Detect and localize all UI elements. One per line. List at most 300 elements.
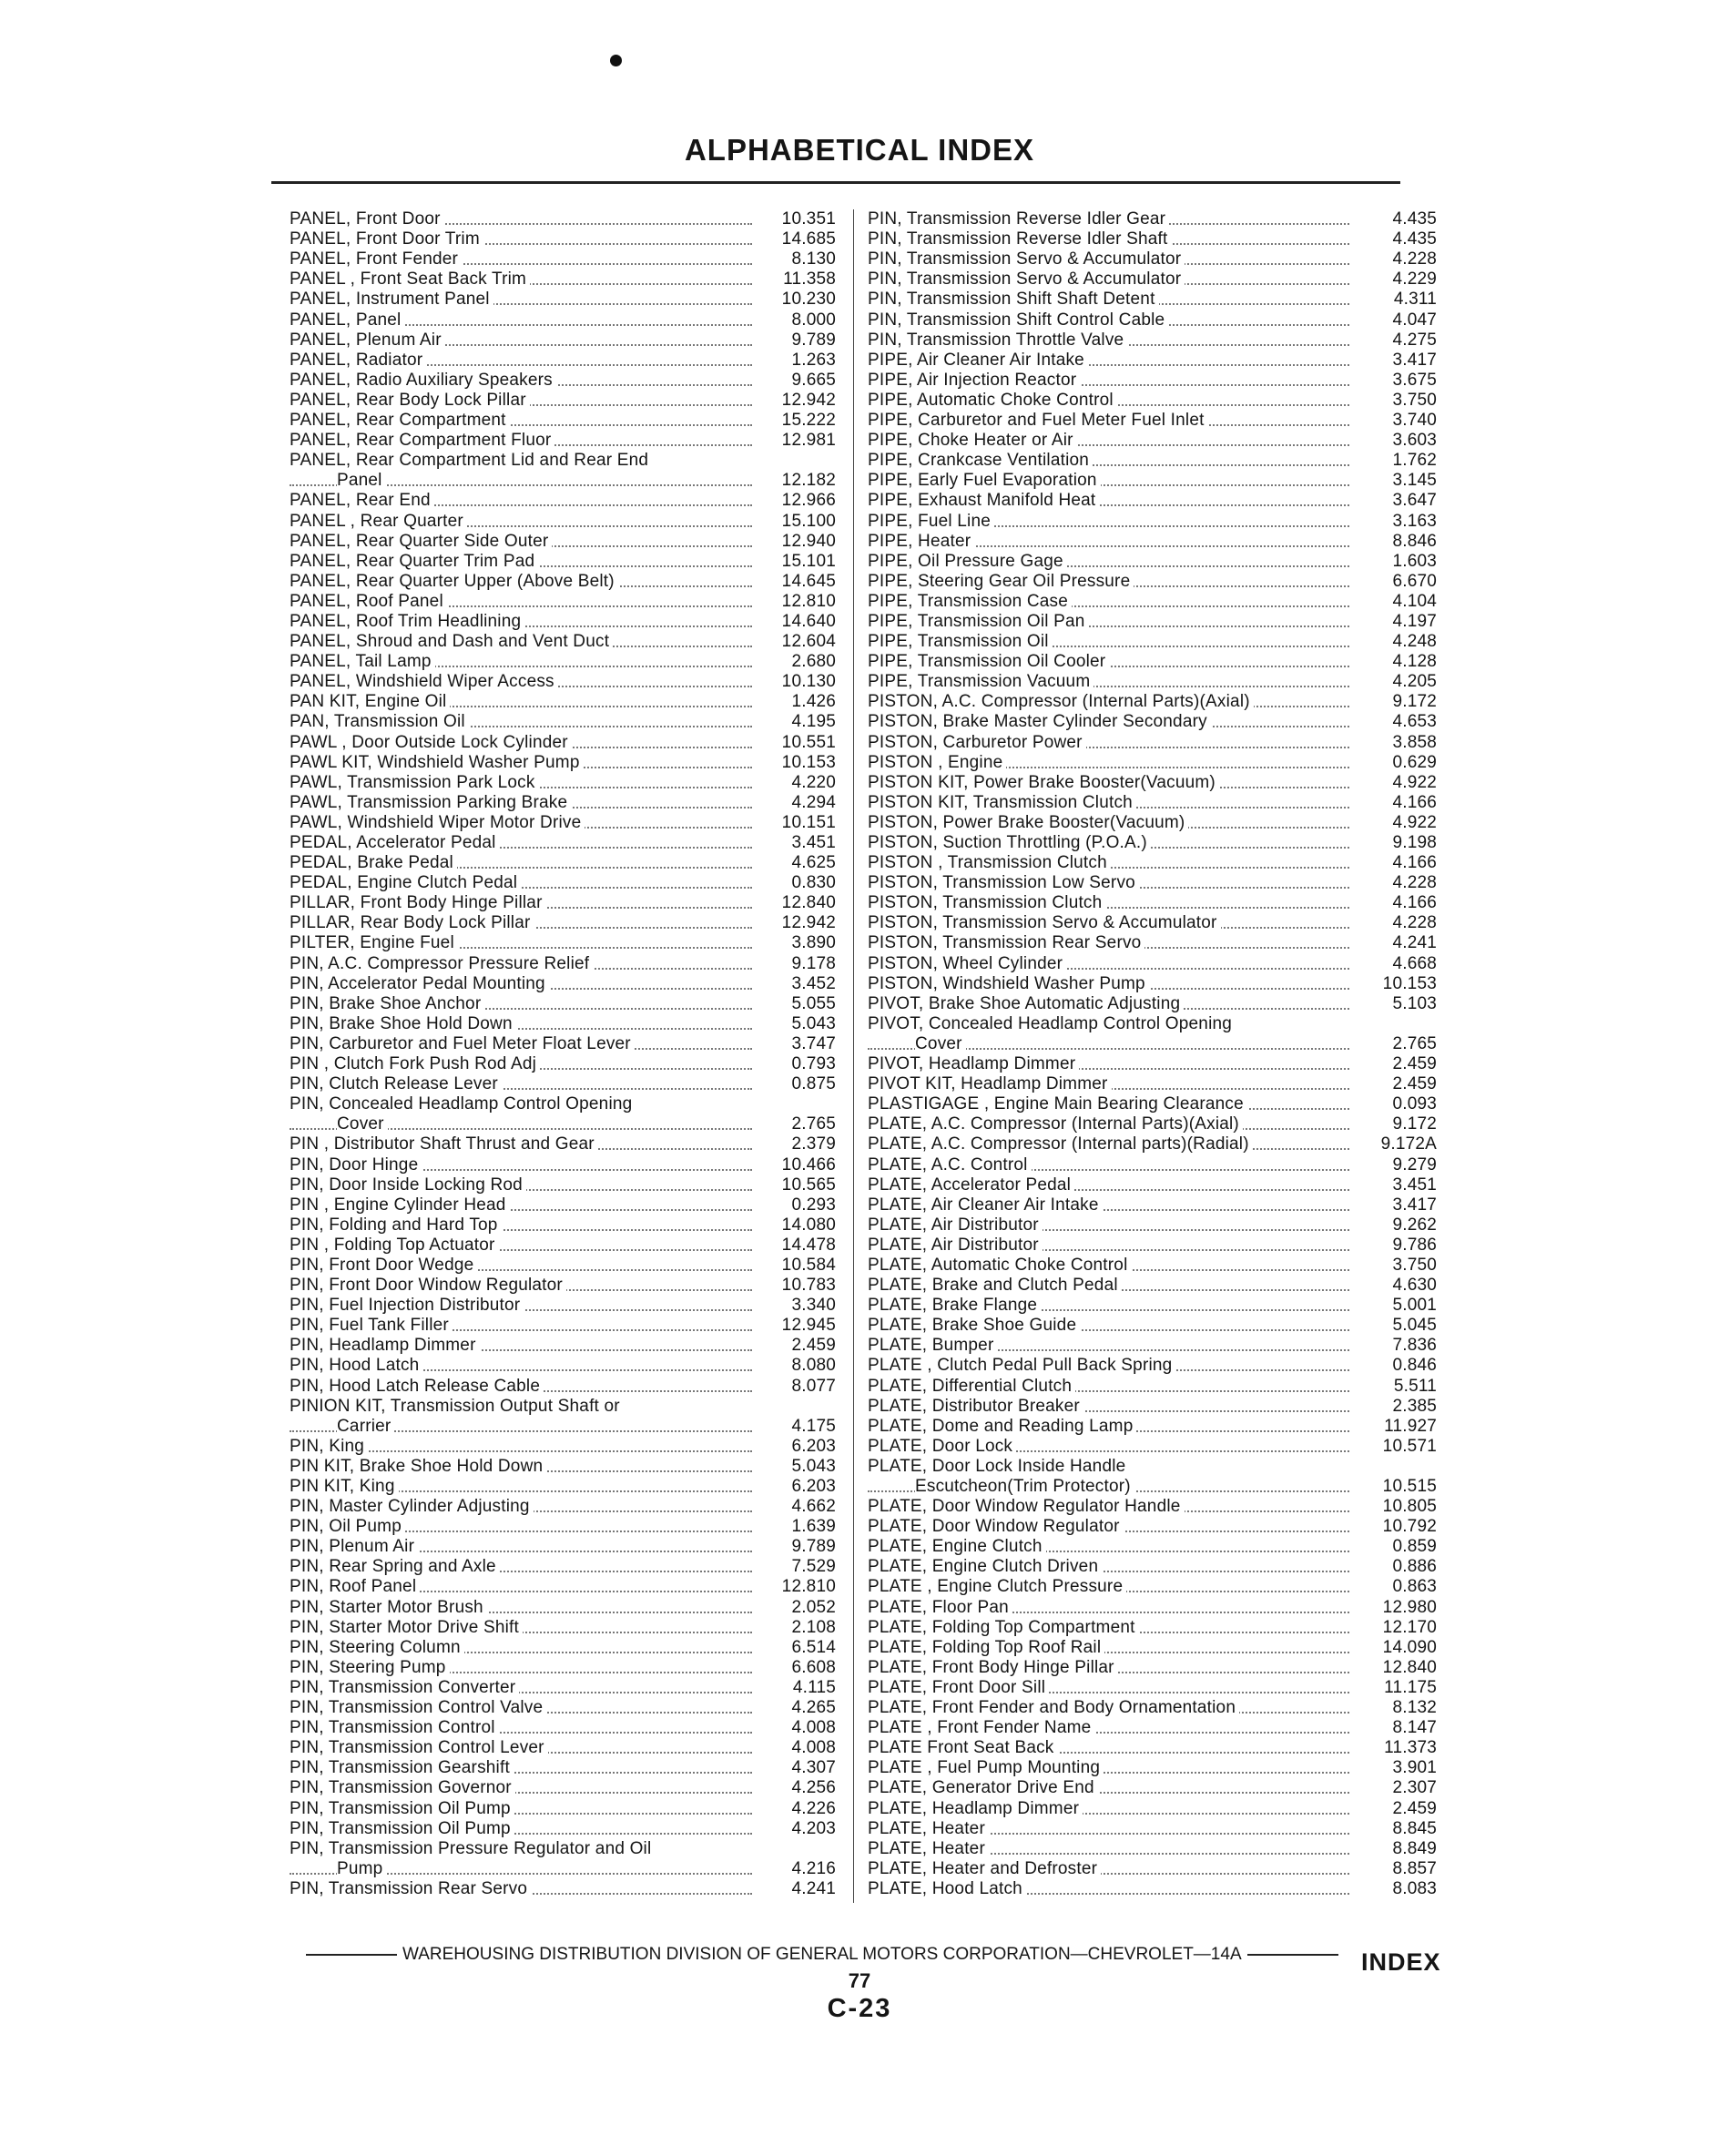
entry-name-text: PLATE, Door Window Regulator Handle — [868, 1497, 1185, 1516]
entry-name-text: PIPE, Transmission Oil — [868, 632, 1053, 651]
entry-name-text: PLATE, Door Lock — [868, 1437, 1016, 1456]
entry-name-text: PLATE , Fuel Pump Mounting — [868, 1758, 1104, 1777]
entry-name — [868, 1738, 1357, 1758]
entry-page-ref: 4.197 — [1392, 611, 1437, 631]
entry-name-text: PIN , Clutch Fork Push Rod Adj — [290, 1054, 540, 1073]
index-entry — [868, 209, 1437, 229]
entry-name — [290, 1557, 759, 1577]
entry-page-ref: 10.515 — [1382, 1477, 1437, 1496]
entry-page-ref: 0.793 — [791, 1054, 836, 1074]
index-entry — [868, 1154, 1437, 1175]
index-entry — [868, 1758, 1437, 1778]
entry-page-ref: 3.417 — [1392, 1195, 1437, 1215]
entry-name — [868, 1457, 1357, 1497]
index-entry — [868, 1296, 1437, 1316]
entry-name — [290, 1738, 759, 1758]
entry-name — [290, 1397, 759, 1437]
entry-page-ref: 0.875 — [791, 1074, 836, 1094]
entry-page-ref: 3.647 — [1392, 491, 1437, 511]
index-entry — [868, 833, 1437, 853]
entry-name-text: PIN, Folding and Hard Top — [290, 1215, 502, 1235]
entry-page-ref: 3.603 — [1392, 431, 1437, 451]
entry-page-ref: 0.629 — [1392, 752, 1437, 772]
entry-name-text: PINION KIT, Transmission Output Shaft or — [290, 1397, 624, 1416]
entry-name-text: PIN, Hood Latch — [290, 1356, 422, 1375]
entry-name-text: PANEL, Rear Quarter Side Outer — [290, 532, 552, 551]
entry-name — [290, 1758, 759, 1778]
entry-page-ref: 0.093 — [1392, 1094, 1437, 1114]
entry-page-ref: 4.653 — [1392, 712, 1437, 732]
entry-name-text: PLATE, Front Door Sill — [868, 1678, 1049, 1697]
entry-name-text: PANEL, Rear Quarter Upper (Above Belt) — [290, 572, 618, 591]
index-entry — [290, 1215, 836, 1236]
entry-name-text: PIN, Oil Pump — [290, 1517, 405, 1536]
entry-page-ref: 5.043 — [791, 1456, 836, 1476]
entry-page-ref: 4.228 — [1392, 249, 1437, 270]
index-entry — [868, 893, 1437, 913]
entry-page-ref: 14.640 — [781, 611, 836, 631]
index-entry — [290, 1718, 836, 1738]
entry-name-text: PIPE, Early Fuel Evaporation — [868, 471, 1101, 490]
entry-name-text: PANEL, Instrument Panel — [290, 290, 493, 309]
index-entry — [868, 310, 1437, 330]
index-entry — [290, 1477, 836, 1497]
entry-name-text: PANEL, Panel — [290, 310, 404, 330]
entry-name — [868, 1014, 1357, 1054]
entry-name — [290, 833, 759, 853]
entry-name — [290, 1718, 759, 1738]
entry-page-ref: 4.294 — [791, 792, 836, 812]
index-entry — [868, 1658, 1437, 1678]
entry-page-ref: 9.786 — [1392, 1235, 1437, 1255]
index-entry — [290, 712, 836, 732]
entry-page-ref: 12.981 — [781, 431, 836, 451]
entry-page-ref: 4.256 — [791, 1778, 836, 1798]
title-rule — [271, 181, 1400, 184]
entry-page-ref: 8.130 — [791, 249, 836, 270]
entry-name-text: PIPE, Carburetor and Fuel Meter Fuel Inlet — [868, 411, 1208, 430]
entry-name-text: PIN, Accelerator Pedal Mounting — [290, 974, 549, 993]
entry-name-text: PIN, Transmission Governor — [290, 1778, 515, 1797]
entry-name — [868, 1276, 1357, 1296]
entry-name-text: PLATE, Heater and Defroster — [868, 1859, 1101, 1878]
entry-name — [290, 1778, 759, 1798]
index-entry — [290, 1316, 836, 1336]
entry-name-text: PIN, Master Cylinder Adjusting — [290, 1497, 534, 1516]
index-entry — [290, 249, 836, 270]
entry-page-ref: 10.230 — [781, 290, 836, 310]
entry-name — [290, 1377, 759, 1397]
entry-page-ref: 4.248 — [1392, 632, 1437, 652]
entry-name-text: PIN, Rear Spring and Axle — [290, 1557, 500, 1576]
index-entry — [290, 893, 836, 913]
index-entry — [868, 1457, 1437, 1497]
entry-page-ref: 4.175 — [791, 1416, 836, 1436]
entry-name-continuation: Cover — [337, 1114, 388, 1134]
entry-page-ref: 9.789 — [791, 1537, 836, 1557]
entry-name-text: PLATE, Front Body Hinge Pillar — [868, 1658, 1118, 1677]
entry-name-continuation: Cover — [915, 1034, 966, 1053]
entry-name-text: PLATE, Door Lock Inside Handle — [868, 1457, 1129, 1476]
entry-page-ref: 4.241 — [1392, 933, 1437, 953]
entry-page-ref: 8.845 — [1392, 1818, 1437, 1838]
entry-name — [868, 351, 1357, 371]
entry-name — [868, 853, 1357, 873]
entry-page-ref: 3.750 — [1392, 390, 1437, 410]
index-entry — [290, 612, 836, 632]
entry-name-text: PANEL, Roof Panel — [290, 592, 447, 611]
index-entry — [868, 1638, 1437, 1658]
entry-name-text: PIPE, Choke Heater or Air — [868, 431, 1077, 450]
entry-name — [868, 753, 1357, 773]
entry-name-text: PIN, Front Door Window Regulator — [290, 1276, 566, 1295]
entry-name-text: PIN, Transmission Oil Pump — [290, 1819, 514, 1838]
index-entry — [868, 391, 1437, 411]
entry-page-ref: 8.857 — [1392, 1858, 1437, 1878]
entry-name — [868, 793, 1357, 813]
index-entry — [868, 1316, 1437, 1336]
entry-page-ref: 10.551 — [781, 732, 836, 752]
entry-page-ref: 4.128 — [1392, 652, 1437, 672]
entry-name-text: PIPE, Transmission Vacuum — [868, 672, 1093, 691]
entry-page-ref: 10.565 — [781, 1175, 836, 1195]
entry-page-ref: 4.166 — [1392, 853, 1437, 873]
entry-page-ref: 0.830 — [791, 873, 836, 893]
entry-name-text: PAWL, Transmission Parking Brake — [290, 793, 571, 812]
entry-name-text: PLATE , Engine Clutch Pressure — [868, 1577, 1126, 1596]
entry-name — [290, 753, 759, 773]
entry-name — [290, 994, 759, 1014]
index-entry — [290, 532, 836, 552]
entry-page-ref: 14.645 — [781, 571, 836, 591]
entry-name — [868, 1517, 1357, 1537]
entry-page-ref: 12.940 — [781, 531, 836, 551]
index-entry — [868, 351, 1437, 371]
entry-page-ref: 4.922 — [1392, 772, 1437, 792]
entry-name — [290, 1336, 759, 1356]
entry-name — [868, 712, 1357, 732]
entry-name — [868, 532, 1357, 552]
entry-name — [868, 813, 1357, 833]
index-entry — [290, 572, 836, 592]
entry-page-ref: 8.080 — [791, 1356, 836, 1376]
index-entry — [868, 873, 1437, 893]
entry-page-ref: 3.451 — [791, 833, 836, 852]
index-entry — [290, 1134, 836, 1154]
entry-page-ref: 1.762 — [1392, 451, 1437, 471]
index-entry — [290, 672, 836, 692]
entry-name — [290, 1014, 759, 1034]
index-entry — [290, 773, 836, 793]
entry-page-ref: 15.101 — [781, 551, 836, 571]
index-entry — [290, 491, 836, 511]
index-entry — [868, 1718, 1437, 1738]
entry-name — [868, 1698, 1357, 1718]
entry-name — [290, 652, 759, 672]
index-entry — [868, 1114, 1437, 1134]
entry-name-text: PLATE, Headlamp Dimmer — [868, 1799, 1083, 1818]
entry-name — [868, 1417, 1357, 1437]
entry-name-text: PIN, Transmission Shift Control Cable — [868, 310, 1168, 330]
index-entry — [290, 833, 836, 853]
footer-division-line — [300, 1945, 1344, 1965]
entry-name — [868, 229, 1357, 249]
entry-name-text: PISTON KIT, Power Brake Booster(Vacuum) — [868, 773, 1219, 792]
entry-name — [868, 1175, 1357, 1195]
entry-name-text: PANEL, Front Fender — [290, 249, 462, 269]
index-entry — [868, 1778, 1437, 1798]
entry-name-text: PIPE, Fuel Line — [868, 512, 994, 531]
entry-name-text: PIPE, Transmission Oil Cooler — [868, 652, 1109, 671]
entry-name-text: PIVOT, Headlamp Dimmer — [868, 1054, 1079, 1073]
entry-page-ref: 10.466 — [781, 1154, 836, 1175]
index-entry — [868, 1577, 1437, 1597]
entry-name — [868, 1577, 1357, 1597]
index-entry — [290, 1397, 836, 1437]
entry-page-ref: 7.529 — [791, 1557, 836, 1577]
entry-name-text: PIN, Transmission Rear Servo — [290, 1879, 531, 1898]
index-entry — [868, 1537, 1437, 1557]
entry-name — [290, 1638, 759, 1658]
entry-name — [290, 411, 759, 431]
entry-page-ref: 4.307 — [791, 1758, 836, 1778]
entry-name — [868, 1598, 1357, 1618]
entry-page-ref: 12.810 — [781, 1577, 836, 1597]
entry-name — [290, 1256, 759, 1276]
entry-name-text: PIN, Starter Motor Brush — [290, 1598, 487, 1617]
entry-name-text: PIN, King — [290, 1437, 368, 1456]
index-entry — [290, 1597, 836, 1617]
entry-name-text: PANEL, Radio Auxiliary Speakers — [290, 371, 556, 390]
entry-page-ref: 14.090 — [1382, 1637, 1437, 1657]
entry-name-text: PANEL, Rear Compartment — [290, 411, 510, 430]
entry-page-ref: 0.293 — [791, 1195, 836, 1215]
entry-page-ref: 15.222 — [781, 411, 836, 431]
entry-page-ref: 12.170 — [1382, 1617, 1437, 1637]
index-entry — [290, 1638, 836, 1658]
entry-page-ref: 11.175 — [1384, 1677, 1437, 1697]
entry-name — [290, 632, 759, 652]
entry-page-ref: 8.147 — [1392, 1718, 1437, 1738]
entry-name-text: PIN, Steering Column — [290, 1638, 464, 1657]
entry-name — [868, 1336, 1357, 1356]
entry-name-text: PIN , Folding Top Actuator — [290, 1236, 499, 1255]
index-entry — [290, 331, 836, 351]
entry-name — [290, 1537, 759, 1557]
entry-name-text: PAN, Transmission Oil — [290, 712, 469, 731]
entry-name — [868, 1256, 1357, 1276]
entry-name-text: PANEL, Plenum Air — [290, 331, 445, 350]
index-entry — [868, 491, 1437, 511]
index-entry — [290, 451, 836, 491]
entry-name — [290, 692, 759, 712]
index-entry — [868, 1054, 1437, 1074]
entry-page-ref: 7.836 — [1392, 1336, 1437, 1356]
entry-name — [868, 1758, 1357, 1778]
entry-name-text: PLATE, Folding Top Compartment — [868, 1618, 1139, 1637]
entry-name — [290, 1054, 759, 1074]
entry-name-text: PIN, Transmission Reverse Idler Gear — [868, 209, 1169, 229]
index-entry — [290, 1356, 836, 1376]
index-entry — [290, 1497, 836, 1517]
entry-name — [290, 512, 759, 532]
entry-page-ref: 5.045 — [1392, 1316, 1437, 1336]
entry-name — [868, 893, 1357, 913]
entry-name-text: PANEL , Rear Quarter — [290, 512, 467, 531]
index-entry — [290, 692, 836, 712]
entry-name-text: PIN, Transmission Converter — [290, 1678, 519, 1697]
index-entry — [868, 1397, 1437, 1417]
entry-page-ref: 6.203 — [791, 1477, 836, 1496]
entry-name-text: PIN, Fuel Tank Filler — [290, 1316, 453, 1335]
index-entry — [290, 351, 836, 371]
entry-name-text: PIN, Plenum Air — [290, 1537, 418, 1556]
entry-name-text: PLATE, Front Fender and Body Ornamentation — [868, 1698, 1239, 1717]
entry-name — [290, 1799, 759, 1819]
entry-page-ref: 2.385 — [1392, 1396, 1437, 1416]
entry-name-text: PIN, Transmission Throttle Valve — [868, 331, 1127, 350]
entry-name — [868, 1437, 1357, 1457]
entry-name — [868, 391, 1357, 411]
index-entry — [868, 471, 1437, 491]
entry-name-text: PLATE, Hood Latch — [868, 1879, 1026, 1898]
entry-page-ref: 12.980 — [1382, 1597, 1437, 1617]
entry-name — [290, 672, 759, 692]
index-entry — [290, 1698, 836, 1718]
entry-name-text: PLATE, Air Distributor — [868, 1215, 1043, 1235]
entry-name — [290, 1698, 759, 1718]
entry-name — [868, 773, 1357, 793]
entry-name-text: PIN, Transmission Shift Shaft Detent — [868, 290, 1159, 309]
index-entry — [290, 371, 836, 391]
entry-name-text: PANEL, Front Door — [290, 209, 444, 229]
entry-name — [868, 1497, 1357, 1517]
index-entry — [290, 391, 836, 411]
index-entry — [290, 431, 836, 451]
index-entry — [868, 511, 1437, 531]
entry-name-text: PLATE, Generator Drive End — [868, 1778, 1098, 1797]
entry-name-continuation: Panel — [337, 471, 386, 490]
entry-page-ref: 10.351 — [781, 209, 836, 229]
footer-text: WAREHOUSING DISTRIBUTION DIVISION OF GENERAL MOTORS CORPORATION—CHEVROLET—14A — [402, 1945, 1242, 1964]
index-entry — [868, 632, 1437, 652]
index-entry — [868, 1336, 1437, 1356]
entry-name — [868, 873, 1357, 893]
entry-name-text: PAWL, Transmission Park Lock — [290, 773, 539, 792]
entry-name — [290, 793, 759, 813]
entry-name — [868, 1377, 1357, 1397]
index-entry — [290, 310, 836, 330]
index-entry — [868, 1597, 1437, 1617]
entry-name-text: PISTON, Transmission Servo & Accumulator — [868, 913, 1221, 932]
index-entry — [868, 1879, 1437, 1899]
entry-name — [290, 1839, 759, 1879]
index-entry — [290, 1276, 836, 1296]
entry-name — [868, 652, 1357, 672]
index-entry — [868, 331, 1437, 351]
entry-name-text: PIN, A.C. Compressor Pressure Relief — [290, 954, 593, 973]
entry-name-text: PANEL, Front Door Trim — [290, 229, 483, 249]
index-entry — [290, 933, 836, 953]
index-entry — [290, 1778, 836, 1798]
entry-name-text: PLATE, Bumper — [868, 1336, 997, 1355]
index-entry — [868, 994, 1437, 1014]
entry-name-text: PIN, Transmission Pressure Regulator and Oil — [290, 1839, 655, 1858]
entry-page-ref: 3.451 — [1392, 1175, 1437, 1195]
index-entry — [290, 1034, 836, 1054]
entry-page-ref: 5.055 — [791, 993, 836, 1013]
entry-name — [868, 270, 1357, 290]
entry-page-ref: 3.890 — [791, 933, 836, 953]
entry-page-ref: 14.080 — [781, 1215, 836, 1235]
index-entry — [290, 1517, 836, 1537]
entry-name-text: PISTON, Suction Throttling (P.O.A.) — [868, 833, 1151, 852]
entry-name — [868, 1195, 1357, 1215]
index-entry — [868, 612, 1437, 632]
entry-name-text: PIVOT KIT, Headlamp Dimmer — [868, 1074, 1112, 1093]
index-entry — [868, 572, 1437, 592]
entry-page-ref: 9.172 — [1392, 692, 1437, 712]
entry-page-ref: 4.047 — [1392, 310, 1437, 330]
index-entry — [290, 1577, 836, 1597]
entry-page-ref: 8.849 — [1392, 1838, 1437, 1858]
entry-name — [290, 1236, 759, 1256]
index-entry — [290, 209, 836, 229]
entry-page-ref: 4.166 — [1392, 792, 1437, 812]
entry-name — [868, 290, 1357, 310]
index-entry — [290, 732, 836, 752]
entry-name-text: PIN, Door Hinge — [290, 1155, 422, 1175]
entry-page-ref: 9.665 — [791, 370, 836, 390]
index-entry — [868, 290, 1437, 310]
index-entry — [290, 1457, 836, 1477]
index-entry — [290, 753, 836, 773]
entry-page-ref: 12.840 — [1382, 1657, 1437, 1677]
entry-name-text: PIN KIT, Brake Shoe Hold Down — [290, 1457, 546, 1476]
entry-name — [868, 1134, 1357, 1154]
entry-name — [868, 1054, 1357, 1074]
entry-name-text: PIPE, Air Cleaner Air Intake — [868, 351, 1088, 370]
index-entry — [290, 1154, 836, 1175]
entry-page-ref: 11.358 — [783, 270, 836, 290]
entry-page-ref: 4.311 — [1393, 290, 1437, 310]
entry-page-ref: 2.765 — [1392, 1033, 1437, 1053]
bullet-mark — [610, 55, 622, 66]
entry-name — [868, 733, 1357, 753]
index-entry — [868, 974, 1437, 994]
index-entry — [868, 712, 1437, 732]
entry-name-text: PILLAR, Rear Body Lock Pillar — [290, 913, 534, 932]
entry-name-text: PISTON, Transmission Rear Servo — [868, 933, 1144, 952]
entry-page-ref: 10.130 — [781, 672, 836, 692]
entry-name-text: PAWL KIT, Windshield Washer Pump — [290, 753, 584, 772]
entry-page-ref: 10.584 — [781, 1255, 836, 1275]
entry-name — [868, 1718, 1357, 1738]
entry-name-text: PISTON , Transmission Clutch — [868, 853, 1111, 872]
entry-name-text: PLATE, Engine Clutch — [868, 1537, 1046, 1556]
entry-name — [290, 1437, 759, 1457]
entry-name — [290, 552, 759, 572]
entry-page-ref: 2.459 — [791, 1336, 836, 1356]
entry-name — [868, 933, 1357, 953]
index-entry — [290, 1537, 836, 1557]
entry-page-ref: 6.514 — [791, 1637, 836, 1657]
entry-name — [290, 1577, 759, 1597]
index-entry — [290, 974, 836, 994]
index-entry — [868, 672, 1437, 692]
entry-name — [290, 1134, 759, 1154]
entry-name — [868, 592, 1357, 612]
